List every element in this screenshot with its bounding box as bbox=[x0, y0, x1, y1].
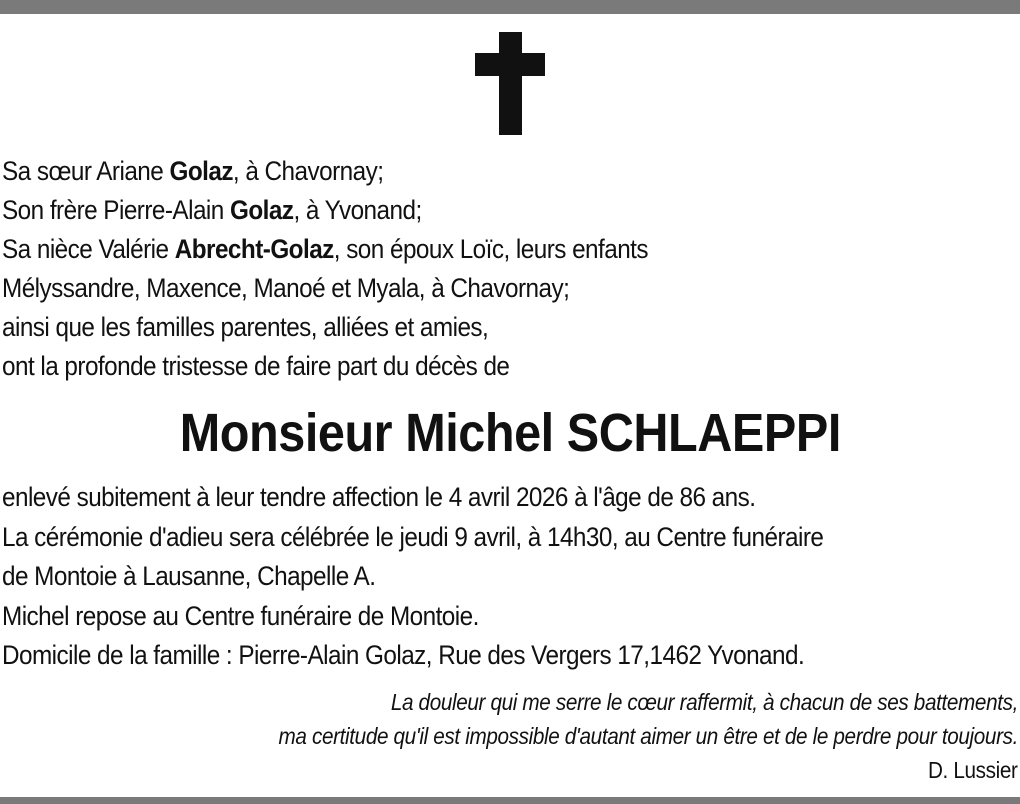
family-line-announcement: ont la profonde tristesse de faire part du décès de bbox=[2, 351, 510, 381]
details-line: de Montoie à Lausanne, Chapelle A. bbox=[2, 561, 376, 591]
details-line: Michel repose au Centre funéraire de Montoie. bbox=[2, 600, 479, 631]
details-line: enlevé subitement à leur tendre affection le 4 avril 2026 à l'âge de 86 ans. bbox=[2, 482, 756, 512]
top-rule bbox=[0, 0, 1020, 14]
bottom-rule bbox=[0, 797, 1020, 804]
quote-line: ma certitude qu'il est impossible d'autant aimer un être et de le perdre pour toujours. bbox=[278, 723, 1018, 749]
memorial-quote bbox=[28, 685, 1018, 753]
quote-line: La douleur qui me serre le cœur raffermit, à chacun de ses battements, bbox=[390, 689, 1019, 715]
family-line-brother: Son frère Pierre-Alain Golaz, à Yvonand; bbox=[2, 195, 422, 225]
surname: Abrecht-Golaz bbox=[174, 234, 334, 264]
deceased-name: Monsieur Michel SCHLAEPPI bbox=[179, 403, 841, 463]
cross-horizontal-bar bbox=[475, 53, 545, 76]
family-line-relatives: ainsi que les familles parentes, alliées et amies, bbox=[2, 312, 489, 342]
family-line-niece: Sa nièce Valérie Abrecht-Golaz, son époux Loïc, leurs enfants bbox=[2, 234, 649, 264]
surname: Golaz bbox=[229, 195, 294, 225]
details-line: La cérémonie d'adieu sera célébrée le jeudi 9 avril, à 14h30, au Centre funéraire bbox=[2, 521, 824, 552]
quote-author: D. Lussier bbox=[928, 757, 1018, 783]
family-line-children: Mélyssandre, Maxence, Manoé et Myala, à Chavornay; bbox=[2, 273, 570, 303]
family-line-sister: Sa sœur Ariane Golaz, à Chavornay; bbox=[2, 156, 384, 186]
surname: Golaz bbox=[169, 156, 233, 186]
latin-cross-icon bbox=[475, 32, 545, 135]
cross-vertical-bar bbox=[499, 32, 522, 135]
details-line: Domicile de la famille : Pierre-Alain Golaz, Rue des Vergers 17,1462 Yvonand. bbox=[2, 640, 805, 670]
family-announcement bbox=[2, 152, 916, 386]
ceremony-details bbox=[2, 478, 1019, 676]
